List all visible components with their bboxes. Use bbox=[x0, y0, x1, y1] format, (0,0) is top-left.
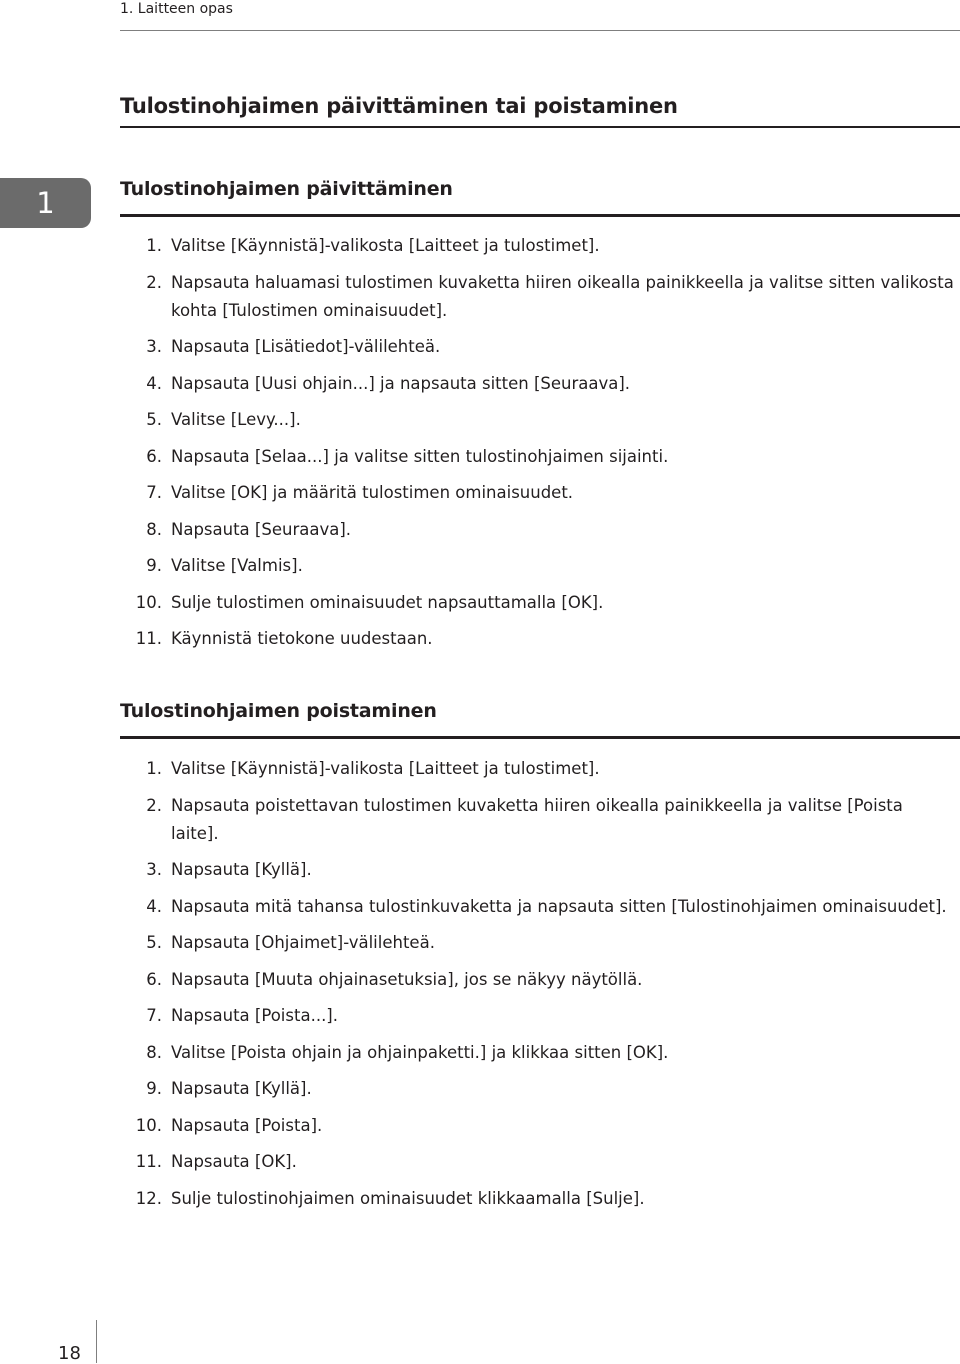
step-number-text: 3. bbox=[146, 337, 162, 356]
step-number bbox=[120, 1075, 162, 1103]
step-text: Valitse [OK] ja määritä tulostimen ominaisuudet. bbox=[171, 483, 574, 502]
step-text: Napsauta [Ohjaimet]-välilehteä. bbox=[171, 933, 435, 952]
step-number-text: 4. bbox=[146, 373, 162, 393]
step-number-text: 9. bbox=[146, 556, 162, 575]
step-number bbox=[120, 893, 162, 921]
step-item bbox=[120, 625, 955, 653]
step-text: Napsauta poistettavan tulostimen kuvaketta hiiren oikealla painikkeella ja valitse [Poista laite]. bbox=[171, 795, 903, 843]
step-number bbox=[120, 516, 162, 544]
step-number-text: 2. bbox=[146, 272, 162, 292]
step-text: Napsauta mitä tahansa tulostinkuvaketta ja napsauta sitten [Tulostinohjaimen ominaisuudet]. bbox=[171, 896, 947, 916]
step-number-text: 4. bbox=[146, 896, 162, 916]
step-item bbox=[120, 792, 955, 848]
step-number-text: 2. bbox=[146, 795, 162, 815]
step-text: Napsauta [Poista]. bbox=[171, 1115, 323, 1135]
step-text: Napsauta [Kyllä]. bbox=[171, 860, 312, 879]
step-number-text: 7. bbox=[146, 1006, 162, 1025]
step-number-text: 7. bbox=[146, 483, 162, 502]
step-text: Napsauta [OK]. bbox=[171, 1152, 297, 1171]
step-number-text: 3. bbox=[146, 860, 162, 879]
step-item bbox=[120, 370, 955, 398]
step-item bbox=[120, 333, 955, 361]
step-item bbox=[120, 552, 955, 580]
step-number bbox=[120, 1039, 162, 1067]
step-number bbox=[120, 856, 162, 884]
step-number-text: 10. bbox=[135, 1115, 162, 1135]
step-item bbox=[120, 516, 955, 544]
page-number: 18 bbox=[58, 1343, 81, 1364]
step-number-text: 11. bbox=[135, 1152, 162, 1171]
step-number bbox=[120, 1185, 162, 1213]
step-text: Valitse [Käynnistä]-valikosta [Laitteet ja tulostimet]. bbox=[171, 759, 600, 778]
step-number-text: 5. bbox=[146, 933, 162, 952]
footer-divider bbox=[96, 1320, 97, 1363]
step-item bbox=[120, 966, 955, 994]
step-item bbox=[120, 443, 955, 471]
step-number bbox=[120, 406, 162, 434]
step-number bbox=[120, 929, 162, 957]
step-number-text: 11. bbox=[135, 629, 162, 648]
step-text: Käynnistä tietokone uudestaan. bbox=[171, 629, 433, 648]
step-item bbox=[120, 856, 955, 884]
step-text: Valitse [Valmis]. bbox=[171, 556, 303, 575]
step-number bbox=[120, 552, 162, 580]
step-item bbox=[120, 232, 955, 260]
step-text: Napsauta [Uusi ohjain...] ja napsauta sitten [Seuraava]. bbox=[171, 373, 631, 393]
step-text: Napsauta [Kyllä]. bbox=[171, 1079, 312, 1098]
step-number bbox=[120, 1002, 162, 1030]
title-divider bbox=[120, 126, 960, 128]
step-number-text: 1. bbox=[146, 759, 162, 778]
step-number-text: 6. bbox=[146, 969, 162, 989]
step-text: Napsauta haluamasi tulostimen kuvaketta hiiren oikealla painikkeella ja valitse sitten valikosta kohta [Tulostimen ominaisuudet]. bbox=[171, 272, 954, 320]
step-item bbox=[120, 1002, 955, 1030]
step-number bbox=[120, 269, 162, 325]
section-heading-update: Tulostinohjaimen päivittäminen bbox=[120, 178, 453, 200]
step-number-text: 6. bbox=[146, 446, 162, 466]
step-item bbox=[120, 1185, 955, 1213]
step-text: Valitse [Levy...]. bbox=[171, 410, 301, 429]
step-text: Napsauta [Seuraava]. bbox=[171, 519, 352, 539]
step-item bbox=[120, 1112, 955, 1140]
step-item bbox=[120, 1039, 955, 1067]
section-divider-update bbox=[120, 214, 960, 217]
step-number bbox=[120, 1148, 162, 1176]
step-number bbox=[120, 966, 162, 994]
header-divider bbox=[120, 30, 960, 31]
section-heading-remove: Tulostinohjaimen poistaminen bbox=[120, 700, 437, 722]
step-text: Napsauta [Poista...]. bbox=[171, 1006, 338, 1025]
step-text: Sulje tulostimen ominaisuudet napsauttamalla [OK]. bbox=[171, 592, 604, 612]
step-text: Sulje tulostinohjaimen ominaisuudet klikkaamalla [Sulje]. bbox=[171, 1188, 645, 1208]
step-number bbox=[120, 589, 162, 617]
step-list-remove bbox=[120, 755, 955, 1221]
step-text: Napsauta [Lisätiedot]-välilehteä. bbox=[171, 337, 441, 356]
step-number bbox=[120, 370, 162, 398]
running-header: 1. Laitteen opas bbox=[120, 1, 233, 17]
step-number bbox=[120, 232, 162, 260]
step-number-text: 5. bbox=[146, 410, 162, 429]
step-number bbox=[120, 755, 162, 783]
step-item bbox=[120, 755, 955, 783]
step-number-text: 10. bbox=[135, 592, 162, 612]
step-text: Valitse [Poista ohjain ja ohjainpaketti.] ja klikkaa sitten [OK]. bbox=[171, 1042, 669, 1062]
step-number bbox=[120, 625, 162, 653]
page-title: Tulostinohjaimen päivittäminen tai poistaminen bbox=[120, 94, 678, 118]
step-number-text: 8. bbox=[146, 1042, 162, 1062]
step-text: Napsauta [Selaa...] ja valitse sitten tulostinohjaimen sijainti. bbox=[171, 446, 669, 466]
step-text: Napsauta [Muuta ohjainasetuksia], jos se näkyy näytöllä. bbox=[171, 969, 643, 989]
chapter-tab: 1 bbox=[0, 178, 91, 228]
step-number bbox=[120, 792, 162, 848]
step-item bbox=[120, 479, 955, 507]
step-item bbox=[120, 893, 955, 921]
step-item bbox=[120, 1075, 955, 1103]
step-text: Valitse [Käynnistä]-valikosta [Laitteet ja tulostimet]. bbox=[171, 236, 600, 255]
step-item bbox=[120, 589, 955, 617]
step-item bbox=[120, 406, 955, 434]
step-item bbox=[120, 269, 955, 325]
step-number-text: 12. bbox=[135, 1188, 162, 1208]
step-number bbox=[120, 479, 162, 507]
step-number bbox=[120, 443, 162, 471]
step-number bbox=[120, 1112, 162, 1140]
step-number-text: 8. bbox=[146, 519, 162, 539]
step-number-text: 9. bbox=[146, 1079, 162, 1098]
step-number bbox=[120, 333, 162, 361]
step-list-update bbox=[120, 232, 955, 662]
section-divider-remove bbox=[120, 736, 960, 739]
step-item bbox=[120, 929, 955, 957]
step-number-text: 1. bbox=[146, 236, 162, 255]
step-item bbox=[120, 1148, 955, 1176]
